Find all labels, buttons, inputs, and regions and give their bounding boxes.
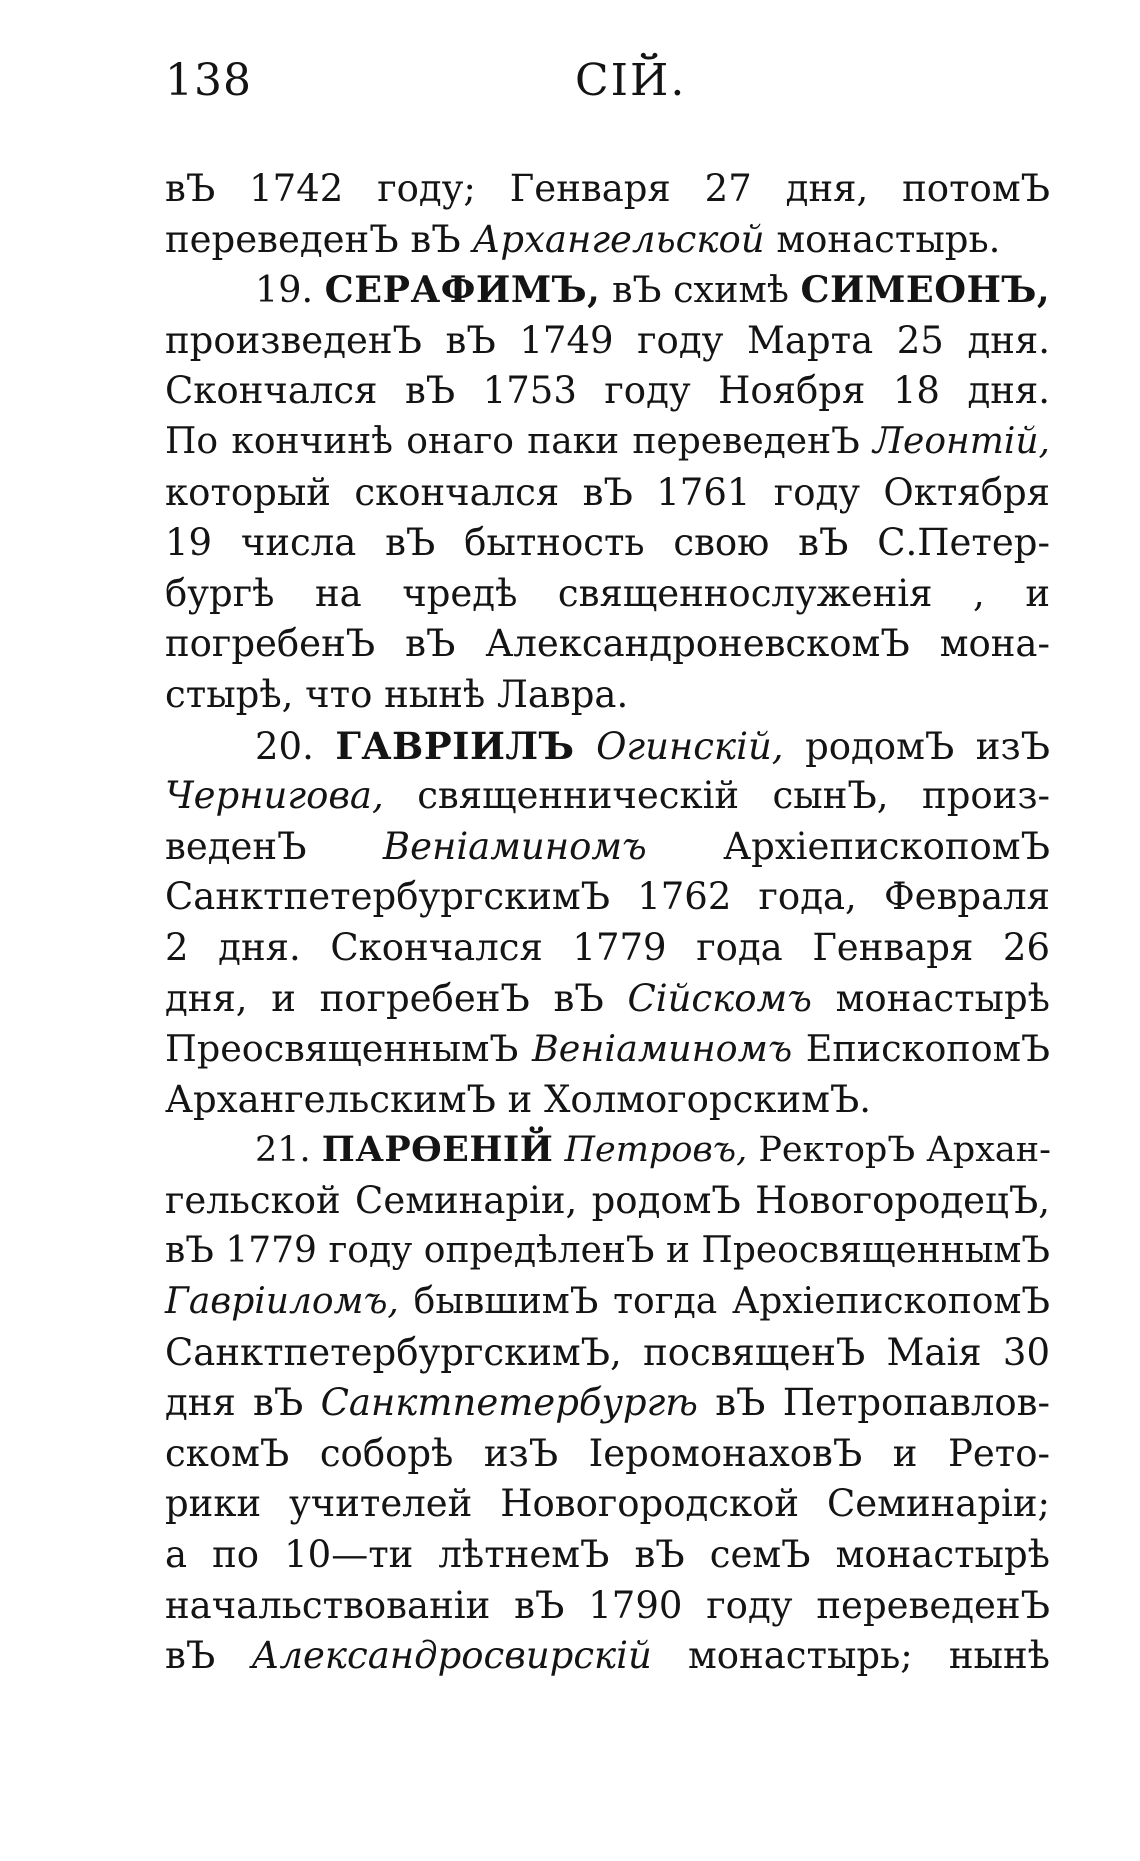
text-line bbox=[165, 721, 1050, 772]
name-heading: ПАРѲЕНІЙ bbox=[321, 1129, 554, 1171]
text-segment: вЪ bbox=[165, 1634, 252, 1678]
text-segment: 2 дня. Скончался 1779 года Генваря 26 bbox=[165, 925, 1050, 969]
text-segment: вЪ схимѣ bbox=[600, 268, 801, 312]
text-line bbox=[165, 619, 1050, 670]
text-segment: АрхангельскимЪ и ХолмогорскимЪ. bbox=[165, 1077, 872, 1121]
text-line bbox=[165, 518, 1050, 569]
text-segment: 20. bbox=[255, 724, 336, 768]
text-line bbox=[165, 569, 1050, 620]
text-line bbox=[165, 1530, 1050, 1581]
text-segment: начальствованіи вЪ 1790 году переведенЪ bbox=[165, 1583, 1050, 1627]
text-segment: скомЪ соборѣ изЪ ІеромонаховЪ и Рето- bbox=[165, 1431, 1050, 1475]
italic-text: Гавріиломъ, bbox=[165, 1281, 399, 1323]
text-line bbox=[165, 265, 1050, 316]
text-segment: СанктпетербургскимЪ, посвященЪ Маія 30 bbox=[165, 1330, 1050, 1374]
text-line bbox=[165, 417, 1050, 468]
text-segment: вЪ 1779 году опредѣленЪ и ПреосвященнымЪ bbox=[165, 1230, 1050, 1272]
text-segment: погребенЪ вЪ АлександроневскомЪ мона- bbox=[165, 622, 1050, 666]
text-line bbox=[165, 164, 1050, 215]
text-line bbox=[165, 1378, 1050, 1429]
text-segment: бывшимЪ тогда АрхіепископомЪ bbox=[398, 1281, 1050, 1323]
text-segment: РекторЪ Архан- bbox=[747, 1130, 1051, 1171]
text-segment: дня вЪ bbox=[165, 1381, 321, 1425]
text-segment bbox=[575, 725, 597, 768]
text-line bbox=[165, 1429, 1050, 1480]
text-segment: бургѣ на чредѣ священнослуженія , и bbox=[165, 571, 1050, 615]
text-segment: монастырь; нынѣ bbox=[651, 1634, 1050, 1678]
text-line bbox=[165, 1581, 1050, 1632]
text-segment: ЕпископомЪ bbox=[792, 1027, 1050, 1071]
text-line bbox=[165, 468, 1050, 519]
text-line bbox=[165, 771, 1050, 822]
text-line bbox=[165, 1125, 1050, 1176]
text-segment bbox=[553, 1130, 564, 1170]
text-segment: монастырѣ bbox=[811, 976, 1050, 1020]
text-line bbox=[165, 974, 1050, 1025]
page-number: 138 bbox=[165, 55, 252, 106]
text-segment: который скончался вЪ 1761 году Октября bbox=[165, 470, 1050, 514]
text-line bbox=[165, 1328, 1050, 1379]
text-segment: вЪ 1742 году; Генваря 27 дня, потомЪ bbox=[165, 167, 1050, 210]
text-segment: дня, и погребенЪ вЪ bbox=[165, 976, 628, 1020]
italic-text: Александросвирскій bbox=[251, 1634, 652, 1678]
italic-text: Петровъ, bbox=[564, 1130, 748, 1171]
text-segment: ПреосвященнымЪ bbox=[165, 1027, 532, 1071]
text-line bbox=[165, 1024, 1050, 1075]
text-line bbox=[165, 822, 1050, 873]
text-segment: стырѣ, что нынѣ Лавра. bbox=[165, 672, 629, 716]
name-heading: ГАВРІИЛЪ bbox=[335, 723, 575, 768]
text-segment: священническій сынЪ, произ- bbox=[383, 774, 1050, 818]
text-segment: произведенЪ вЪ 1749 году Марта 25 дня. bbox=[165, 318, 1050, 362]
text-segment: СанктпетербургскимЪ 1762 года, Февраля bbox=[165, 875, 1050, 919]
text-line bbox=[165, 1479, 1050, 1530]
running-head: СІЙ. bbox=[575, 55, 687, 106]
name-heading: СИМЕОНЪ, bbox=[800, 268, 1051, 312]
text-line bbox=[165, 1277, 1050, 1328]
body-text bbox=[165, 164, 1050, 1682]
text-segment: родомЪ изЪ bbox=[783, 724, 1051, 768]
text-segment: монастырь. bbox=[764, 217, 1001, 261]
text-line bbox=[165, 1176, 1050, 1227]
italic-text: Архангельской bbox=[472, 217, 765, 261]
text-line bbox=[165, 1075, 1050, 1126]
italic-text: Веніаминомъ bbox=[382, 824, 647, 868]
name-heading: СЕРАФИМЪ, bbox=[324, 268, 601, 312]
text-segment: рики учителей Новогородской Семинаріи; bbox=[165, 1482, 1050, 1526]
text-segment: 19 числа вЪ бытность свою вЪ С.Петер- bbox=[165, 521, 1050, 565]
text-line bbox=[165, 1631, 1050, 1682]
text-segment: По кончинѣ онаго паки переведенЪ bbox=[165, 420, 873, 462]
text-line bbox=[165, 670, 1050, 721]
text-segment: гельской Семинаріи, родомЪ НовогородецЪ, bbox=[165, 1178, 1050, 1222]
text-line bbox=[165, 923, 1050, 974]
text-line bbox=[165, 1226, 1050, 1277]
text-segment: вЪ Петропавлов- bbox=[697, 1381, 1050, 1425]
italic-text: Сійскомъ bbox=[627, 976, 812, 1020]
text-segment: веденЪ bbox=[165, 824, 383, 868]
text-segment: переведенЪ вЪ bbox=[165, 217, 473, 261]
italic-text: Леонтій, bbox=[872, 420, 1050, 462]
text-segment: 21. bbox=[255, 1130, 322, 1171]
italic-text: Санктпетербургѣ bbox=[320, 1381, 698, 1425]
text-line bbox=[165, 872, 1050, 923]
text-line bbox=[165, 316, 1050, 367]
text-line bbox=[165, 366, 1050, 417]
text-segment: 19. bbox=[255, 268, 325, 312]
italic-text: Огинскій, bbox=[596, 724, 784, 768]
text-segment: Скончался вЪ 1753 году Ноября 18 дня. bbox=[165, 369, 1050, 413]
text-segment: АрхіепископомЪ bbox=[646, 824, 1050, 868]
page-header bbox=[165, 55, 1050, 115]
italic-text: Веніаминомъ bbox=[531, 1027, 793, 1071]
italic-text: Чернигова, bbox=[165, 774, 384, 818]
text-line bbox=[165, 215, 1050, 266]
text-segment: а по 10—ти лѣтнемЪ вЪ семЪ монастырѣ bbox=[165, 1533, 1050, 1577]
